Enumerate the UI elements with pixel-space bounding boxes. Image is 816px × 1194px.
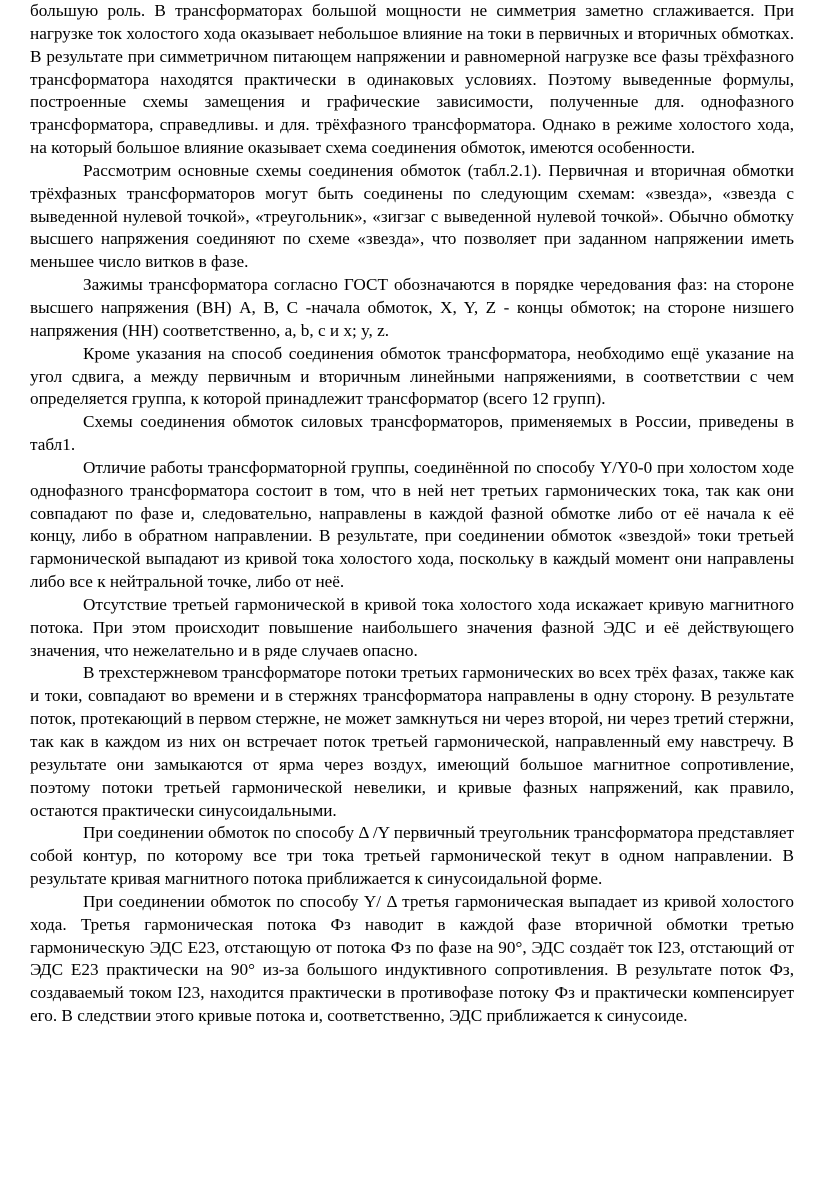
- paragraph-continuation: большую роль. В трансформаторах большой мощности не симметрия заметно сглаживается. При нагрузке ток холостого хода оказывает небольшое влияние на токи в первичных и вторичных обмотках. В результате при симметричном питающем напряжении и равномерной нагрузке все фазы трёхфазного трансформатора находятся практически в одинаковых условиях. Поэтому выведенные формулы, построенные схемы замещения и графические зависимости, полученные для. однофазного трансформатора, справедливы. и для. трёхфазного трансформатора. Однако в режиме холостого хода, на который большое влияние оказывает схема соединения обмоток, имеются особенности.: [30, 1, 794, 158]
- paragraph-y-delta-connection: При соединении обмоток по способу Y/ Δ третья гармоническая выпадает из кривой холостого хода. Третья гармоническая потока Фз наводит в каждой фазе вторичной обмотки третью гармоническую ЭДС Е23, отстающую от потока Фз по фазе на 90°, ЭДС создаёт ток I23, отстающий от ЭДС Е23 практически на 90° из-за большого индуктивного сопротивления. В результате поток Фз, создаваемый током I23, находится практически в противофазе потоку Фз и практически компенсирует его. В следствии этого кривые потока и, соответственно, ЭДС приближается к синусоиде.: [30, 891, 794, 1026]
- paragraph-y-y0-group: Отличие работы трансформаторной группы, соединённой по способу Y/Y0-0 при холостом ходе однофазного трансформатора состоит в том, что в ней нет третьих гармонических тока, так как они совпадают по фазе и, следовательно, направлены в каждой фазной обмотке либо от её начала к её концу, либо в обратном направлении. В результате, при соединении обмоток «звездой» токи третьей гармонической выпадают из кривой тока холостого хода, поскольку в каждый момент они направлены либо все к нейтральной точке, либо от неё.: [30, 457, 794, 592]
- paragraph-phase-shift-group: Кроме указания на способ соединения обмоток трансформатора, необходимо ещё указание на угол сдвига, а между первичным и вторичным линейными напряжениями, в соответствии с чем определяется группа, к которой принадлежит трансформатор (всего 12 групп).: [30, 343, 794, 409]
- paragraph-winding-schemes: Рассмотрим основные схемы соединения обмоток (табл.2.1). Первичная и вторичная обмотки трёхфазных трансформаторов могут быть соединены по следующим схемам: «звезда», «звезда с выведенной нулевой точкой», «треугольник», «зигзаг с выведенной нулевой точкой». Обычно обмотку высшего напряжения соединяют по схеме «звезда», что позволяет при заданном напряжении иметь меньшее число витков в фазе.: [30, 160, 794, 272]
- paragraph-third-harmonic-absence: Отсутствие третьей гармонической в кривой тока холостого хода искажает кривую магнитного потока. При этом происходит повышение наибольшего значения фазной ЭДС и её действующего значения, что нежелательно и в ряде случаев опасно.: [30, 594, 794, 660]
- paragraph-delta-y-connection: При соединении обмоток по способу Δ /Y первичный треугольник трансформатора представляет собой контур, по которому все три тока третьей гармонической текут в одном направлении. В результате кривая магнитного потока приближается к синусоидальной форме.: [30, 823, 794, 889]
- paragraph-terminal-marking: Зажимы трансформатора согласно ГОСТ обозначаются в порядке чередования фаз: на стороне высшего напряжения (ВН) A, B, C -начала обмоток, X, Y, Z - концы обмоток; на стороне низшего напряжения (НН) соответственно, a, b, c и x; y, z.: [30, 275, 794, 340]
- paragraph-table-reference: Схемы соединения обмоток силовых трансформаторов, применяемых в России, приведены в табл1.: [30, 412, 794, 455]
- document-page: [30, 0, 794, 1028]
- paragraph-three-core-transformer: В трехстержневом трансформаторе потоки третьих гармонических во всех трёх фазах, также как и токи, совпадают во времени и в стержнях трансформатора направлены в одну сторону. В результате поток, протекающий в первом стержне, не может замкнуться ни через второй, ни через третий стержни, так как в каждом из них он встречает поток третьей гармонической, направленный ему навстречу. В результате они замыкаются от ярма через воздух, имеющий большое магнитное сопротивление, поэтому потоки третьей гармонической невелики, и кривые фазных напряжений, как правило, остаются практически синусоидальными.: [30, 663, 794, 820]
